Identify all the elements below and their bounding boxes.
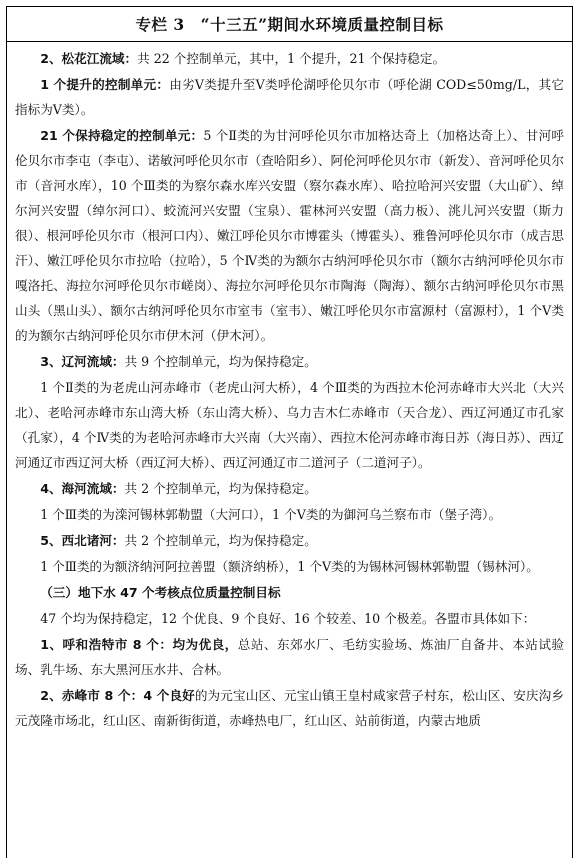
paragraph-groundwater-summary: [15, 606, 564, 631]
paragraph-lead: 2、松花江流域：: [40, 51, 138, 66]
paragraph-northwest: [15, 528, 564, 553]
box-content: [7, 42, 572, 733]
paragraph-songhua: [15, 46, 564, 71]
paragraph-hohhot: [15, 632, 564, 682]
paragraph-lead: 1 个提升的控制单元：: [40, 77, 170, 92]
paragraph-text: 的为元宝山区、元宝山镇王皇村咸家营子村东，松山区、安庆沟乡元茂隆市场北，红山区、南新街街道，赤峰热电厂，红山区、站前街道，内蒙古地质: [15, 688, 564, 728]
paragraph-lead: 4、海河流域：: [40, 481, 125, 496]
paragraph-haihe: [15, 476, 564, 501]
paragraph-text: 47 个均为保持稳定，12 个优良、9 个良好、16 个较差、10 个极差。各盟市具体如下：: [40, 611, 536, 626]
paragraph-text: 由劣Ⅴ类提升至Ⅴ类呼伦湖呼伦贝尔市（呼伦湖 COD≤50mg/L，其它指标为Ⅴ类）。: [15, 77, 564, 117]
section-heading-groundwater: [15, 580, 564, 605]
paragraph-lead: 2、赤峰市 8 个：4 个良好: [40, 688, 195, 703]
paragraph-lead: 1、呼和浩特市 8 个：均为优良，: [40, 637, 238, 652]
paragraph-upgrade-unit: [15, 72, 564, 122]
paragraph-chifeng: [15, 683, 564, 733]
box-title: 专栏 3 “十三五”期间水环境质量控制目标: [7, 7, 572, 42]
paragraph-text: 共 2 个控制单元，均为保持稳定。: [124, 481, 317, 496]
paragraph-text: 5 个Ⅱ类的为甘河呼伦贝尔市加格达奇上（加格达奇上）、甘河呼伦贝尔市李屯（李屯）、诺敏河呼伦贝尔市（查哈阳乡）、阿伦河呼伦贝尔市（新发）、音河呼伦贝尔市（音河水库），10 个Ⅲ类的为察尔森水库兴安盟（察尔森水库）、哈拉哈河兴安盟（大山矿）、绰尔河兴安盟（绰尔河口）、蛟流河兴安盟（宝泉）、霍林河兴安盟（高力板）、洮儿河兴安盟（斯力很）、根河呼伦贝尔市（根河口内）、嫩江呼伦贝尔市博霍头（博霍头）、雅鲁河呼伦贝尔市（成吉思汗）、嫩江呼伦贝尔市拉哈（拉哈），5 个Ⅳ类的为额尔古纳河呼伦贝尔市（额尔古纳河呼伦贝尔市嘎洛托、海拉尔河呼伦贝尔市嵯岗）、海拉尔河呼伦贝尔市陶海（陶海）、额尔古纳河呼伦贝尔市黑山头（黑山头）、额尔古纳河呼伦贝尔市室韦（室韦）、嫩江呼伦贝尔市富源村（富源村），1 个Ⅴ类的为额尔古纳河呼伦贝尔市伊木河（伊木河）。: [15, 128, 564, 343]
paragraph-lead: 3、辽河流域：: [40, 354, 125, 369]
paragraph-liaohe-detail: [15, 375, 564, 475]
paragraph-stable-units: [15, 123, 564, 348]
paragraph-text: 1 个Ⅲ类的为滦河锡林郭勒盟（大河口），1 个Ⅴ类的为御河乌兰察布市（堡子湾）。: [40, 507, 502, 522]
column-box: [6, 6, 573, 858]
paragraph-text: 1 个Ⅲ类的为额济纳河阿拉善盟（额济纳桥），1 个Ⅴ类的为锡林河锡林郭勒盟（锡林河）。: [40, 559, 539, 574]
paragraph-lead: 21 个保持稳定的控制单元：: [40, 128, 204, 143]
paragraph-text: 1 个Ⅱ类的为老虎山河赤峰市（老虎山河大桥），4 个Ⅲ类的为西拉木伦河赤峰市大兴北（大兴北）、老哈河赤峰市东山湾大桥（东山湾大桥）、乌力吉木仁赤峰市（天合龙）、西辽河通辽市孔家（孔家），4 个Ⅳ类的为老哈河赤峰市大兴南（大兴南）、西拉木伦河赤峰市海日苏（海日苏）、西辽河通辽市西辽河大桥（西辽河大桥）、西辽河通辽市二道河子（二道河子）。: [15, 380, 564, 470]
paragraph-liaohe: [15, 349, 564, 374]
paragraph-northwest-detail: [15, 554, 564, 579]
paragraph-text: 共 22 个控制单元，其中，1 个提升，21 个保持稳定。: [137, 51, 446, 66]
paragraph-text: 总站、东郊水厂、毛纺实验场、炼油厂自备井、本站试验场、乳牛场、东大黑河压水井、合林。: [15, 637, 565, 677]
paragraph-text: 共 9 个控制单元，均为保持稳定。: [124, 354, 317, 369]
paragraph-lead: 5、西北诸河：: [40, 533, 125, 548]
paragraph-haihe-detail: [15, 502, 564, 527]
paragraph-text: 共 2 个控制单元，均为保持稳定。: [124, 533, 317, 548]
paragraph-lead: （三）地下水 47 个考核点位质量控制目标: [40, 585, 281, 600]
